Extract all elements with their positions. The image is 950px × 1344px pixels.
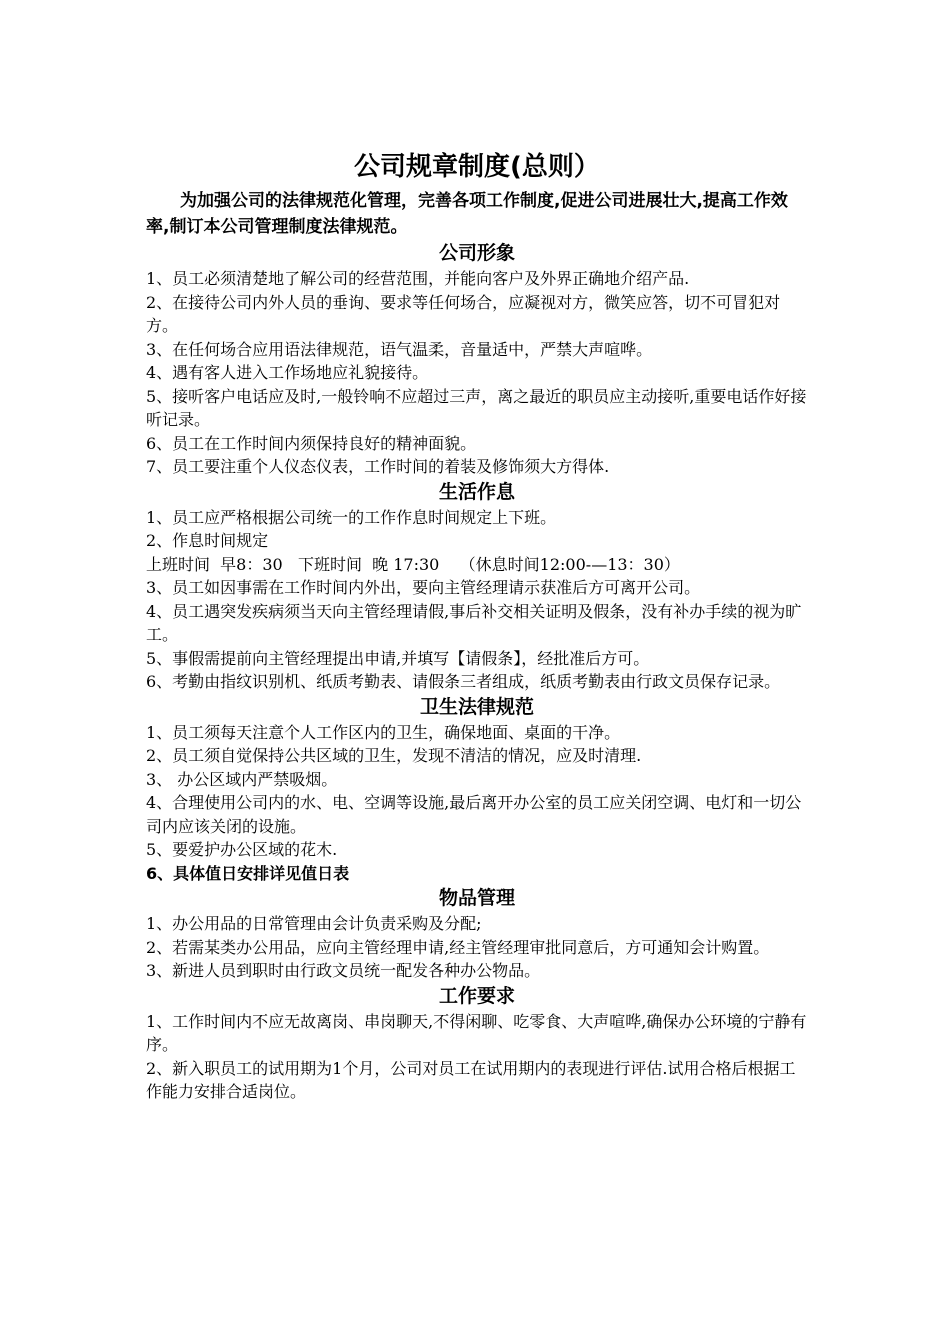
section-heading: 公司形象 bbox=[438, 242, 515, 264]
list-item: 2、若需某类办公用品，应向主管经理申请,经主管经理审批同意后，方可通知会计购置。 bbox=[146, 937, 770, 957]
list-item: 5、要爱护办公区域的花木. bbox=[146, 840, 338, 859]
list-item: 2、作息时间规定 bbox=[146, 531, 269, 550]
section bbox=[146, 983, 808, 1104]
list-item: 1、办公用品的日常管理由会计负责采购及分配; bbox=[146, 914, 482, 933]
section bbox=[146, 479, 808, 694]
list-item: 1、员工须每天注意个人工作区内的卫生，确保地面、桌面的干净。 bbox=[146, 722, 621, 742]
list-item: 1、员工必须清楚地了解公司的经营范围，并能向客户及外界正确地介绍产品. bbox=[146, 269, 690, 288]
section-heading: 工作要求 bbox=[438, 984, 515, 1007]
list-item: 6、具体值日安排详见值日表 bbox=[146, 863, 350, 883]
list-item: 4、遇有客人进入工作场地应礼貌接待。 bbox=[146, 363, 429, 382]
list-item: 上班时间 早8：30 下班时间 晚 17:30 （休息时间12:00-—13：30） bbox=[146, 554, 680, 574]
list-item: 3、在任何场合应用语法律规范，语气温柔，音量适中，严禁大声喧哗。 bbox=[146, 339, 653, 359]
list-item: 4、员工遇突发疾病须当天向主管经理请假,事后补交相关证明及假条，没有补办手续的视为旷工。 bbox=[146, 601, 802, 644]
list-item: 4、合理使用公司内的水、电、空调等设施,最后离开办公室的员工应关闭空调、电灯和一切公司内应该关闭的设施。 bbox=[146, 793, 802, 836]
list-item: 1、员工应严格根据公司统一的工作作息时间规定上下班。 bbox=[146, 507, 557, 527]
section-heading: 生活作息 bbox=[438, 480, 515, 503]
section bbox=[146, 885, 808, 983]
section-heading: 物品管理 bbox=[438, 887, 515, 909]
list-item: 2、员工须自觉保持公共区域的卫生，发现不清洁的情况，应及时清理. bbox=[146, 746, 642, 765]
list-item: 5、事假需提前向主管经理提出申请,并填写【请假条】，经批准后方可。 bbox=[146, 648, 650, 668]
list-item: 3、新进人员到职时由行政文员统一配发各种办公物品。 bbox=[146, 961, 541, 980]
section-heading: 卫生法律规范 bbox=[419, 695, 534, 718]
list-item: 7、员工要注重个人仪态仪表，工作时间的着装及修饰须大方得体. bbox=[146, 457, 610, 476]
section bbox=[146, 240, 808, 479]
section bbox=[146, 694, 808, 886]
list-item: 1、工作时间内不应无故离岗、串岗聊天,不得闲聊、吃零食、大声喧哗,确保办公环境的宁静有序。 bbox=[146, 1011, 807, 1054]
list-item: 3、 办公区域内严禁吸烟。 bbox=[146, 769, 338, 789]
list-item: 2、新入职员工的试用期为1个月，公司对员工在试用期内的表现进行评估.试用合格后根据工作能力安排合适岗位。 bbox=[146, 1058, 796, 1101]
list-item: 6、员工在工作时间内须保持良好的精神面貌。 bbox=[146, 433, 477, 453]
list-item: 3、员工如因事需在工作时间内外出，要向主管经理请示获准后方可离开公司。 bbox=[146, 578, 701, 597]
document-title: 公司规章制度(总则） bbox=[354, 152, 600, 182]
list-item: 5、接听客户电话应及时,一般铃响不应超过三声，离之最近的职员应主动接听,重要电话作好接听记录。 bbox=[146, 386, 807, 429]
sections-container bbox=[146, 240, 808, 1104]
list-item: 6、考勤由指纹识别机、纸质考勤表、请假条三者组成，纸质考勤表由行政文员保存记录。 bbox=[146, 672, 781, 691]
document-page bbox=[146, 148, 808, 1104]
list-item: 2、在接待公司内外人员的垂询、要求等任何场合，应凝视对方，微笑应答，切不可冒犯对方。 bbox=[146, 292, 781, 335]
intro-paragraph: 为加强公司的法律规范化管理，完善各项工作制度,促进公司进展壮大,提高工作效率,制订本公司管理制度法律规范。 bbox=[146, 191, 788, 237]
